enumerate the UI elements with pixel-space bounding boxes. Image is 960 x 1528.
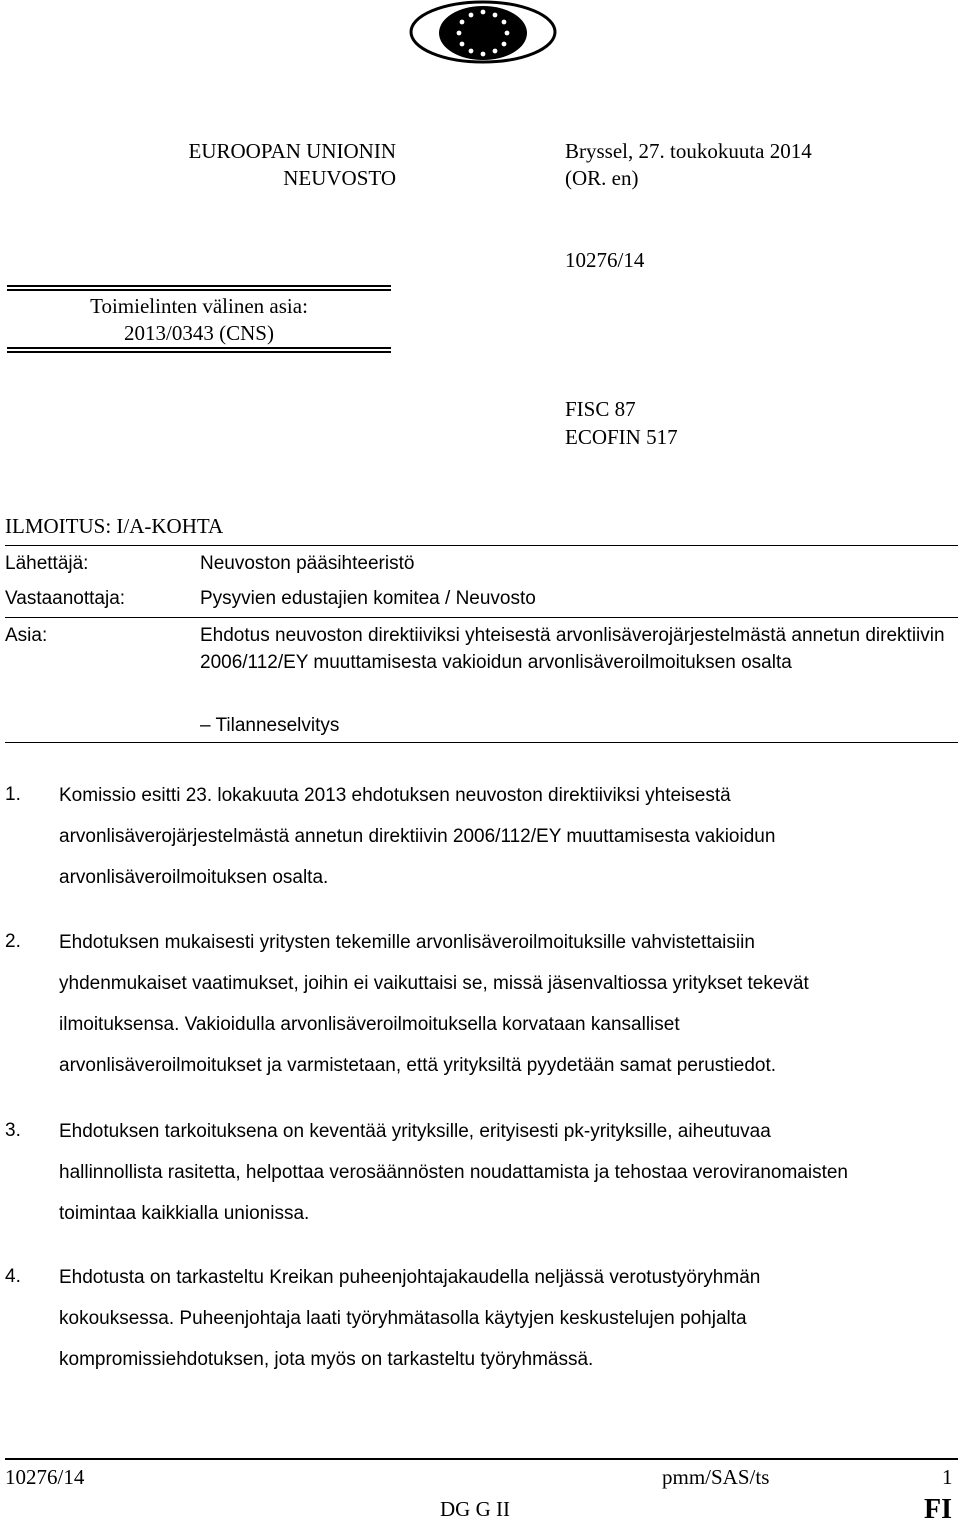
date-line: Bryssel, 27. toukokuuta 2014 <box>565 139 812 163</box>
paragraph-line: arvonlisäverojärjestelmästä annetun direktiivin 2006/112/EY muuttamisesta vakioidun <box>59 826 776 847</box>
subject-codes <box>565 395 678 451</box>
date-block <box>565 138 945 192</box>
paragraph-number: 2. <box>5 931 21 952</box>
code-fisc: FISC 87 <box>565 397 636 421</box>
paragraph-line: arvonlisäveroilmoitukset ja varmistetaan, että yrityksiltä pyydetään samat perustiedot. <box>59 1055 777 1076</box>
paragraph-1 <box>59 775 954 898</box>
interinstitutional-top-rule <box>7 285 391 291</box>
footer-rule <box>5 1458 958 1460</box>
council-emblem <box>408 0 558 66</box>
paragraph-line: Komissio esitti 23. lokakuuta 2013 ehdotuksen neuvoston direktiiviksi yhteisestä <box>59 785 731 806</box>
paragraph-number: 4. <box>5 1266 21 1287</box>
code-ecofin: ECOFIN 517 <box>565 425 678 449</box>
from-value: Neuvoston pääsihteeristö <box>200 553 415 574</box>
notice-top-rule <box>5 545 958 546</box>
footer-page-number: 1 <box>942 1465 953 1489</box>
paragraph-number: 1. <box>5 784 21 805</box>
paragraph-line: arvonlisäveroilmoituksen osalta. <box>59 867 329 888</box>
paragraph-4 <box>59 1257 954 1380</box>
paragraph-line: kokouksessa. Puheenjohtaja laati työryhmätasolla käytyjen keskustelujen pohjalta <box>59 1308 747 1329</box>
interinstitutional-number: 2013/0343 (CNS) <box>124 321 274 345</box>
org-line-2: NEUVOSTO <box>283 166 396 190</box>
notice-title: ILMOITUS: I/A-KOHTA <box>5 514 224 538</box>
paragraph-3 <box>59 1111 954 1234</box>
subject-label: Asia: <box>5 625 48 646</box>
subject-value: Ehdotus neuvoston direktiiviksi yhteisestä arvonlisäverojärjestelmästä annetun direktiivin 2006/112/EY muuttamisesta vakioidun arvonlisäveroilmoituksen osalta <box>200 625 945 673</box>
paragraph-line: kompromissiehdotuksen, jota myös on tarkasteltu työryhmässä. <box>59 1349 594 1370</box>
interinstitutional-label: Toimielinten välinen asia: <box>90 294 308 318</box>
paragraph-line: hallinnollista rasitetta, helpottaa verosäännösten noudattamista ja tehostaa veroviranomaisten <box>59 1162 848 1183</box>
paragraph-2 <box>59 922 954 1086</box>
paragraph-line: Ehdotusta on tarkasteltu Kreikan puheenjohtajakaudella neljässä verotustyöryhmän <box>59 1267 761 1288</box>
interinstitutional-bottom-rule <box>7 347 391 353</box>
paragraph-number: 3. <box>5 1120 21 1141</box>
paragraph-line: toimintaa kaikkialla unionissa. <box>59 1203 310 1224</box>
footer-department: DG G II <box>440 1497 510 1521</box>
issuing-organisation <box>100 138 396 192</box>
subject-top-rule <box>5 617 958 618</box>
footer-doc-number: 10276/14 <box>5 1465 85 1489</box>
subject-status: – Tilanneselvitys <box>200 715 340 736</box>
from-label: Lähettäjä: <box>5 553 89 574</box>
paragraph-line: ilmoituksensa. Vakioidulla arvonlisäveroilmoituksella korvataan kansalliset <box>59 1014 680 1035</box>
original-language: (OR. en) <box>565 166 639 190</box>
footer-reference: pmm/SAS/ts <box>662 1465 770 1489</box>
interinstitutional-file <box>7 293 391 347</box>
paragraph-line: Ehdotuksen mukaisesti yritysten tekemille arvonlisäveroilmoituksille vahvistettaisiin <box>59 932 755 953</box>
paragraph-line: Ehdotuksen tarkoituksena on keventää yrityksille, erityisesti pk-yrityksille, aiheutuvaa <box>59 1121 771 1142</box>
notice-bottom-rule <box>5 742 958 743</box>
paragraph-line: yhdenmukaiset vaatimukset, joihin ei vaikuttaisi se, missä jäsenvaltiossa yritykset tekevät <box>59 973 809 994</box>
document-number: 10276/14 <box>565 248 645 272</box>
to-label: Vastaanottaja: <box>5 588 126 609</box>
footer-language: FI <box>924 1494 952 1525</box>
org-line-1: EUROOPAN UNIONIN <box>188 139 396 163</box>
to-value: Pysyvien edustajien komitea / Neuvosto <box>200 588 536 609</box>
